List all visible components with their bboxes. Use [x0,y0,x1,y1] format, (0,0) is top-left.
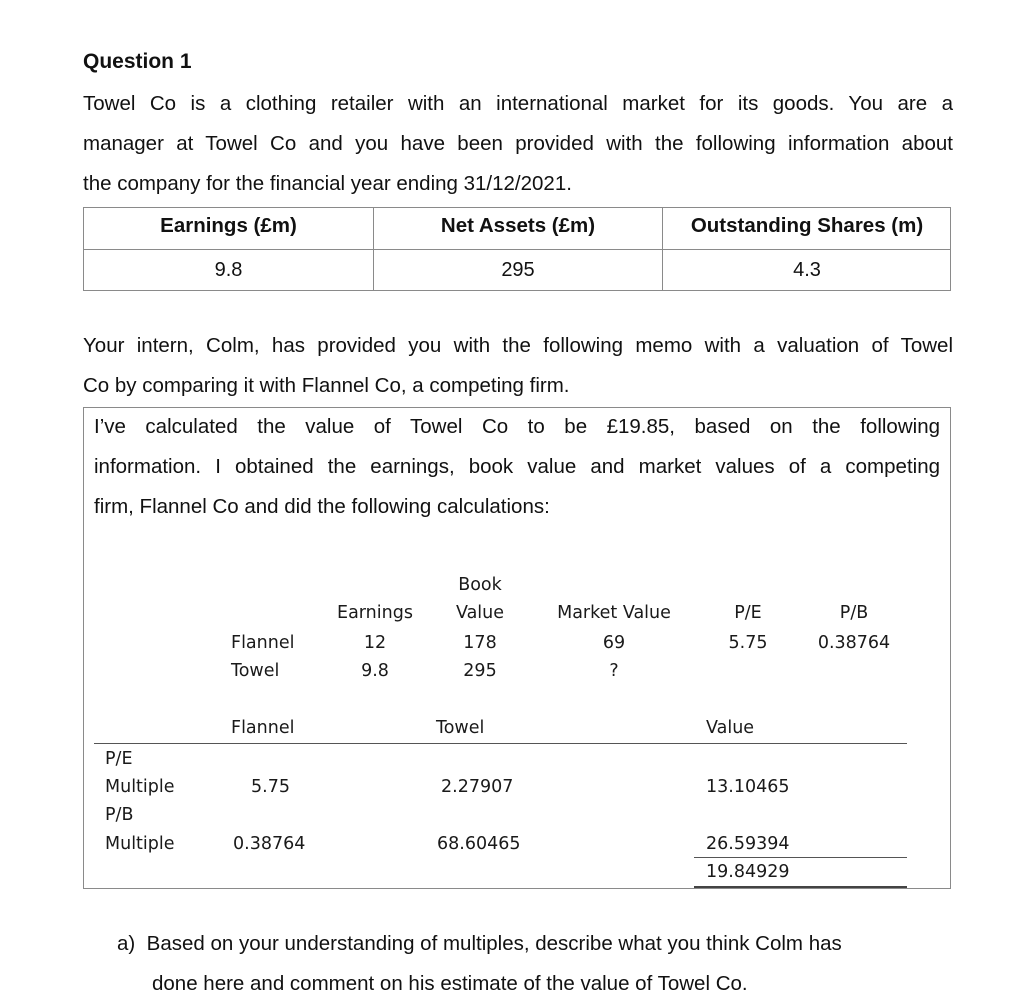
row-pb-flannel: 0.38764 [233,834,306,854]
row-flannel-market-value: 69 [602,633,626,653]
memo-intro-line-1: Your intern, Colm, has provided you with the following memo with a valuation of Towel [83,334,953,357]
row-pe-label-top: P/E [105,749,133,769]
header-value: Value [706,718,755,738]
row-pe-label-bottom: Multiple [105,777,175,797]
row-pe-towel: 2.27907 [441,777,514,797]
row-flannel-pb: 0.38764 [817,633,891,653]
memo-text [94,407,940,527]
memo-intro-line-2: Co by comparing it with Flannel Co, a competing firm. [83,374,570,397]
average-value: 19.84929 [706,862,790,882]
summary-table [83,207,951,291]
row-flannel-name: Flannel [231,633,295,653]
row-towel-market-value: ? [609,661,619,681]
sum-rule [694,857,907,858]
memo-intro-paragraph [83,326,953,406]
header-outstanding-shares: Outstanding Shares (m) [690,214,924,237]
row-pb-label-top: P/B [105,805,134,825]
question-heading: Question 1 [83,50,192,73]
row-pb-value: 26.59394 [706,834,790,854]
header-book-value-top: Book [458,575,502,595]
row-flannel-pe: 5.75 [728,633,768,653]
header-pe: P/E [734,603,762,623]
question-a-label: a) [117,932,136,955]
total-rule [694,886,907,888]
intro-line-3: the company for the financial year ending 31/12/2021. [83,172,572,195]
row-towel-name: Towel [231,661,280,681]
intro-line-2: manager at Towel Co and you have been provided with the following information about [83,132,953,155]
header-towel: Towel [436,718,485,738]
row-pb-towel: 68.60465 [437,834,521,854]
row-towel-earnings: 9.8 [361,661,389,681]
row-pb-label-bottom: Multiple [105,834,175,854]
intro-line-1: Towel Co is a clothing retailer with an international market for its goods. You are a [83,92,953,115]
row-pe-value: 13.10465 [706,777,790,797]
value-net-assets: 295 [501,258,535,281]
row-towel-book-value: 295 [463,661,497,681]
memo-line-3: firm, Flannel Co and did the following calculations: [94,495,550,518]
header-flannel: Flannel [231,718,295,738]
row-pe-flannel: 5.75 [251,777,290,797]
header-rule [94,743,907,744]
question-a-line-2: done here and comment on his estimate of the value of Towel Co. [152,972,748,995]
memo-line-1: I’ve calculated the value of Towel Co to be £19.85, based on the following [94,415,940,438]
question-a-text-1: Based on your understanding of multiples, describe what you think Colm has [146,932,842,955]
row-flannel-earnings: 12 [363,633,387,653]
header-book-value-bottom: Value [455,603,505,623]
intro-paragraph [83,84,953,204]
header-earnings: Earnings (£m) [160,214,297,237]
header-pb: P/B [839,603,869,623]
value-outstanding-shares: 4.3 [793,258,821,281]
header-market-value: Market Value [557,603,671,623]
row-flannel-book-value: 178 [463,633,497,653]
value-earnings: 9.8 [214,258,243,281]
memo-line-2: information. I obtained the earnings, book value and market values of a competing [94,455,940,478]
question-a [117,924,842,1004]
question-a-line-1 [117,924,842,964]
header-earnings-col: Earnings [337,603,413,623]
header-net-assets: Net Assets (£m) [440,214,596,237]
